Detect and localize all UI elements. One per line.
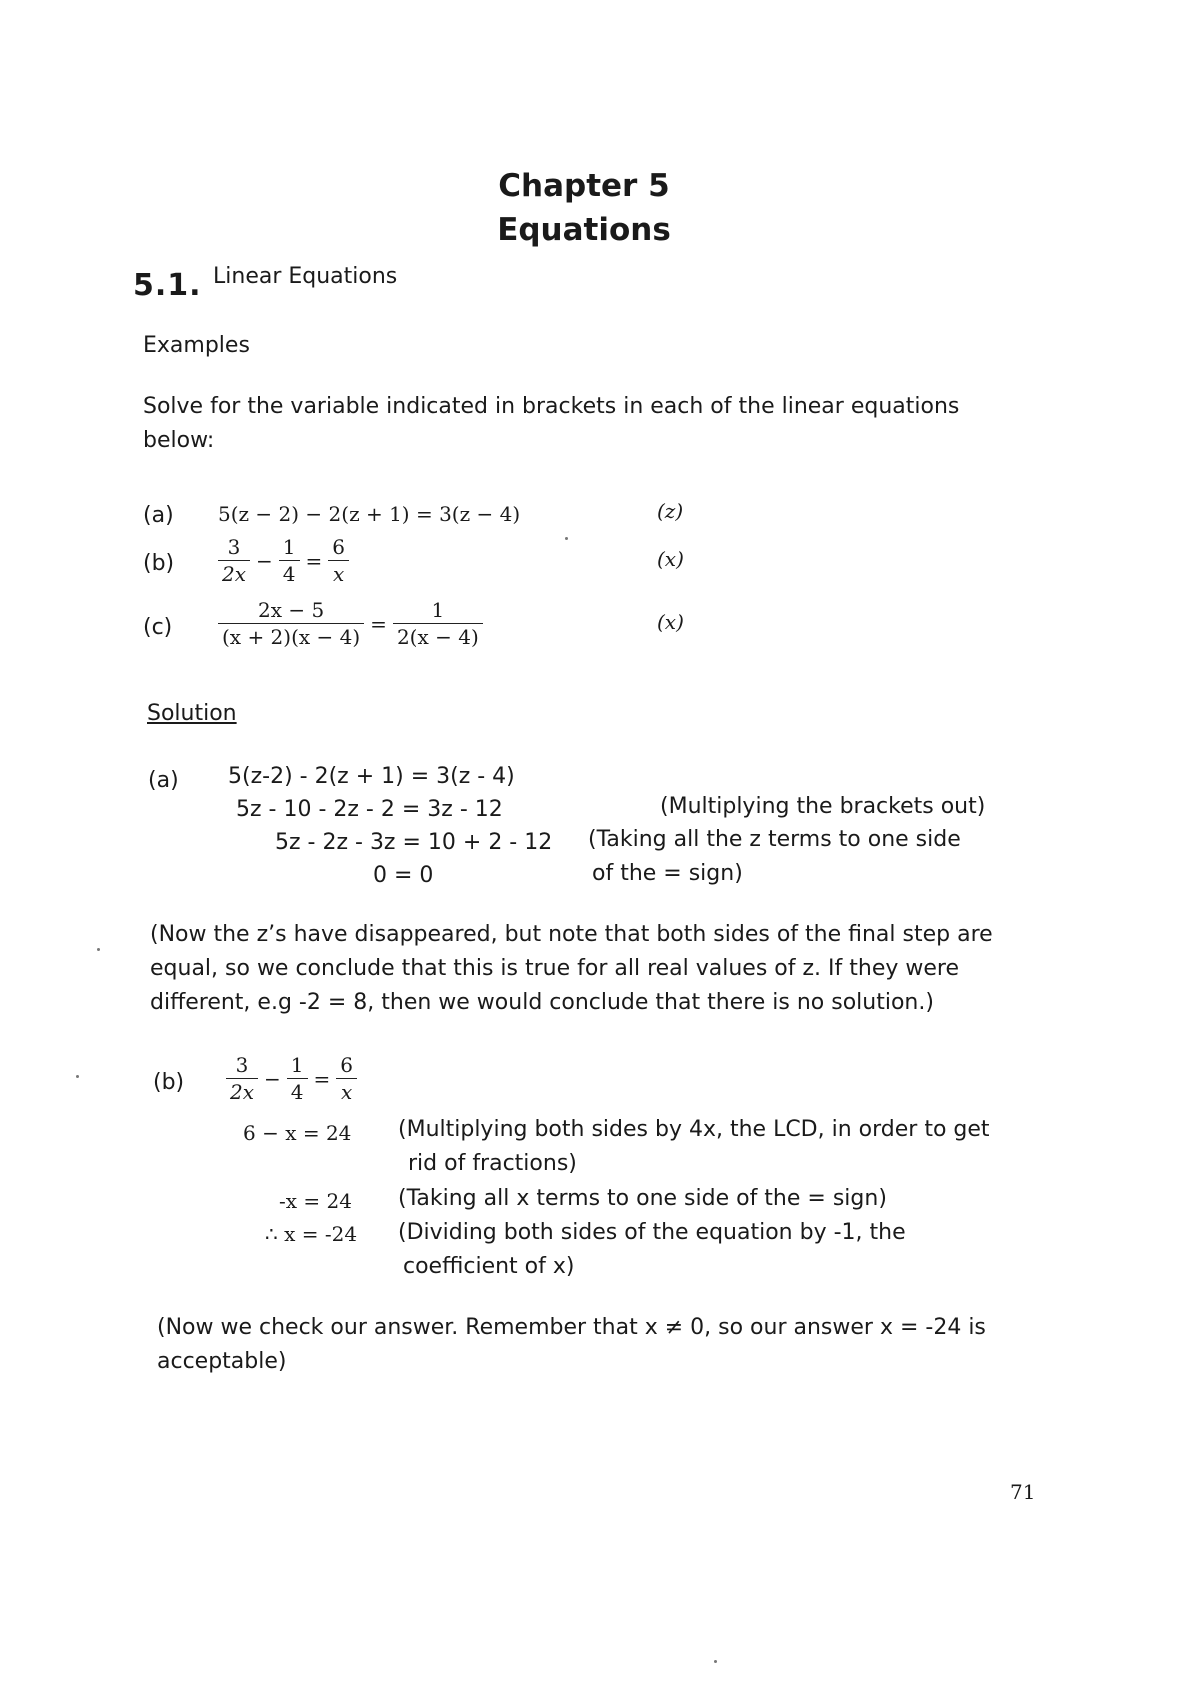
solution-a-label: (a) xyxy=(148,768,179,793)
fraction xyxy=(287,1052,308,1105)
solution-b-step: 6 − x = 24 xyxy=(243,1121,352,1145)
problem-c-equation xyxy=(218,597,483,650)
fraction xyxy=(218,534,250,587)
section-title: Linear Equations xyxy=(213,264,398,289)
solution-a-step: 5(z-2) - 2(z + 1) = 3(z - 4) xyxy=(228,764,515,789)
denominator: 4 xyxy=(290,1080,304,1104)
scan-speck xyxy=(565,537,568,540)
numerator: 1 xyxy=(279,534,300,561)
solution-b-step: ∴ x = -24 xyxy=(265,1222,358,1246)
solution-b-note: coefficient of x) xyxy=(403,1254,575,1279)
solution-a-step: 5z - 2z - 3z = 10 + 2 - 12 xyxy=(275,830,553,855)
denominator: 2x xyxy=(222,562,247,586)
problem-c-variable: (x) xyxy=(657,610,684,634)
fraction xyxy=(393,597,483,650)
numerator: 2x − 5 xyxy=(218,597,364,624)
minus-sign: − xyxy=(264,1066,281,1091)
fraction xyxy=(336,1052,357,1105)
chapter-label: Chapter 5 xyxy=(498,168,670,204)
solution-b-step: -x = 24 xyxy=(279,1189,352,1213)
equals-sign: = xyxy=(370,611,387,636)
minus-sign: − xyxy=(256,548,273,573)
fraction xyxy=(226,1052,258,1105)
solution-a-step: 0 = 0 xyxy=(373,863,434,888)
solution-a-note: (Multiplying the brackets out) xyxy=(660,794,986,819)
fraction xyxy=(328,534,349,587)
solution-b-equation xyxy=(226,1052,357,1105)
solution-b-note: (Taking all x terms to one side of the = sign) xyxy=(398,1186,887,1211)
equals-sign: = xyxy=(305,548,323,573)
section-number: 5.1. xyxy=(133,268,202,303)
problem-a-equation: 5(z − 2) − 2(z + 1) = 3(z − 4) xyxy=(218,502,521,526)
solution-b-note: rid of fractions) xyxy=(408,1151,577,1176)
scan-speck xyxy=(97,948,100,951)
numerator: 1 xyxy=(287,1052,308,1079)
solution-b-remark: (Now we check our answer. Remember that x ≠ 0, so our answer x = -24 is acceptable) xyxy=(157,1315,986,1374)
numerator: 3 xyxy=(218,534,250,561)
denominator: 4 xyxy=(282,562,296,586)
solution-a-note: of the = sign) xyxy=(592,861,743,886)
instruction-text: Solve for the variable indicated in brackets in each of the linear equations below: xyxy=(143,394,960,453)
chapter-subtitle: Equations xyxy=(497,212,671,248)
scan-speck xyxy=(76,1075,79,1078)
problem-b-equation xyxy=(218,534,349,587)
problem-c-label: (c) xyxy=(143,615,173,640)
solution-b-label: (b) xyxy=(153,1070,185,1095)
problem-a-label: (a) xyxy=(143,503,174,528)
equals-sign: = xyxy=(313,1066,331,1091)
problem-a-variable: (z) xyxy=(657,499,684,523)
examples-heading: Examples xyxy=(143,333,250,358)
numerator: 6 xyxy=(336,1052,357,1079)
solution-a-step: 5z - 10 - 2z - 2 = 3z - 12 xyxy=(236,797,503,822)
problem-b-label: (b) xyxy=(143,551,175,576)
denominator: x xyxy=(333,562,345,586)
solution-a-remark: (Now the z’s have disappeared, but note that both sides of the final step are equal, so we conclude that this is true for all real values of z. If they were different, e.g -2 = 8, then we would conclude that there is no solution.) xyxy=(150,922,993,1015)
denominator: x xyxy=(341,1080,353,1104)
numerator: 1 xyxy=(393,597,483,624)
problem-b-variable: (x) xyxy=(657,547,684,571)
numerator: 3 xyxy=(226,1052,258,1079)
scan-speck xyxy=(714,1660,717,1663)
solution-b-note: (Dividing both sides of the equation by -1, the xyxy=(398,1220,906,1245)
fraction xyxy=(279,534,300,587)
denominator: (x + 2)(x − 4) xyxy=(222,625,361,649)
solution-b-note: (Multiplying both sides by 4x, the LCD, in order to get xyxy=(398,1117,990,1142)
denominator: 2(x − 4) xyxy=(396,625,479,649)
denominator: 2x xyxy=(230,1080,255,1104)
solution-heading: Solution xyxy=(147,701,237,726)
page-number: 71 xyxy=(1010,1480,1036,1504)
numerator: 6 xyxy=(328,534,349,561)
solution-a-note: (Taking all the z terms to one side xyxy=(588,827,961,852)
fraction xyxy=(218,597,364,650)
